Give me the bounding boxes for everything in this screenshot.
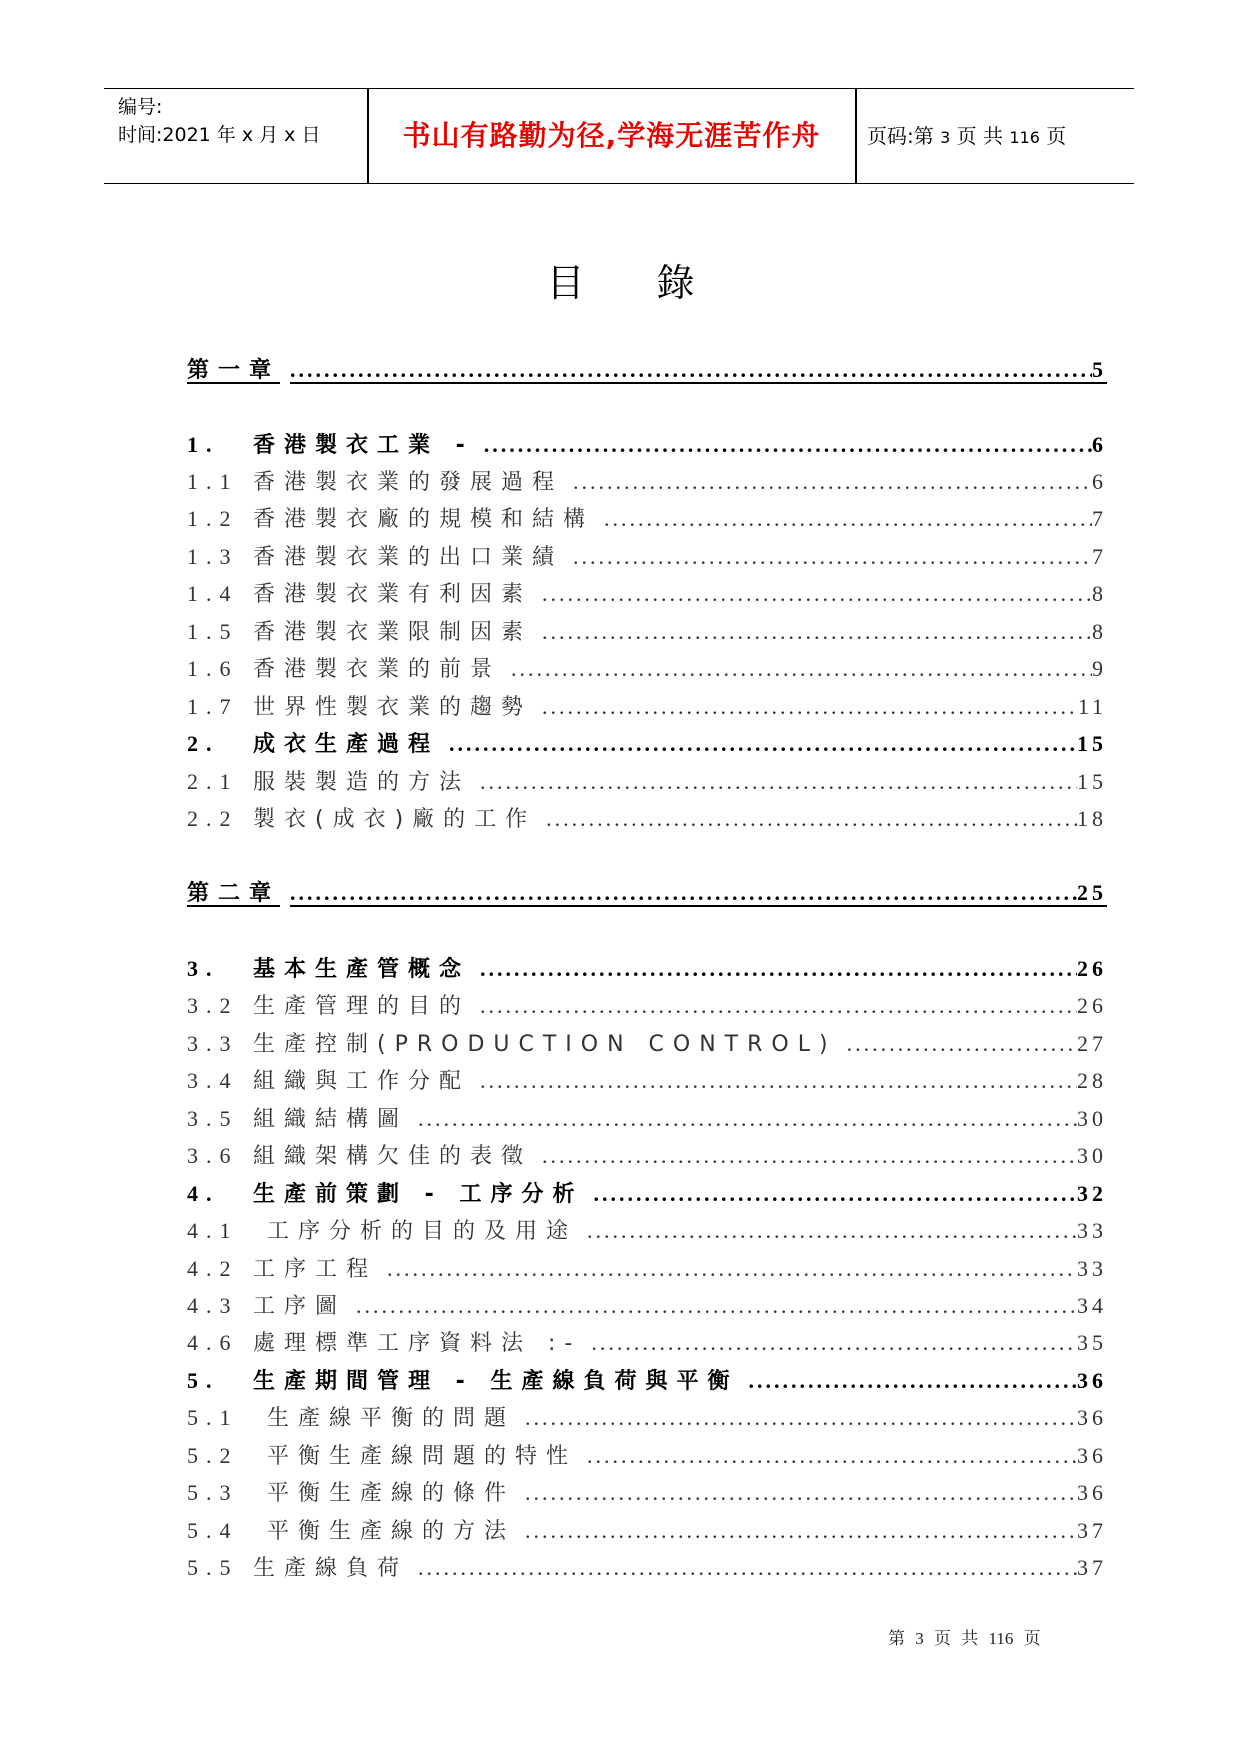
- toc-entry-1-5[interactable]: [187, 614, 1107, 650]
- toc-leader-dots: [474, 427, 1092, 463]
- toc-entry-page: 35: [1077, 1330, 1107, 1355]
- toc-leader-dots: [577, 1438, 1077, 1474]
- toc-entry-label: 服裝製造的方法: [253, 770, 471, 795]
- toc-entry-page: 36: [1077, 1443, 1107, 1468]
- toc-entry-label: 生產期間管理 - 生產線負荷與平衡: [253, 1369, 739, 1394]
- toc-entry-number: 5.1: [187, 1405, 239, 1430]
- toc-entry-number: 4.1: [187, 1218, 239, 1243]
- toc-entry-number: 5.2: [187, 1443, 239, 1468]
- toc-entry-label: 工序圖: [253, 1294, 347, 1319]
- document-code-label: 编号:: [118, 96, 163, 118]
- toc-entry-number: 3.3: [187, 1031, 239, 1056]
- toc-leader-dots: [470, 951, 1077, 987]
- toc-entry-number: 4.2: [187, 1256, 239, 1281]
- toc-chapter-2[interactable]: [187, 875, 1107, 911]
- toc-entry-5-2[interactable]: [187, 1438, 1107, 1474]
- toc-entry-4[interactable]: [187, 1176, 1107, 1212]
- toc-entry-label: 組織結構圖: [253, 1107, 409, 1132]
- toc-entry-page: 28: [1077, 1068, 1107, 1093]
- toc-leader-dots: [563, 539, 1092, 575]
- toc-entry-number: 1.3: [187, 544, 239, 569]
- toc-entry-number: 3.2: [187, 993, 239, 1018]
- toc-entry-3-6[interactable]: [187, 1138, 1107, 1174]
- toc-entry-1-2[interactable]: [187, 501, 1107, 537]
- toc-leader-dots: [470, 988, 1077, 1024]
- toc-leader-dots: [408, 1550, 1077, 1586]
- toc-entry-page: 6: [1092, 432, 1107, 457]
- toc-entry-4-2[interactable]: [187, 1251, 1107, 1287]
- page-number: 3: [940, 128, 951, 147]
- toc-entry-page: 36: [1077, 1480, 1107, 1505]
- header-meta: [118, 93, 320, 149]
- toc-leader-dots: [408, 1101, 1077, 1137]
- toc-entry-page: 8: [1092, 581, 1107, 606]
- page-prefix: 页码:第: [867, 124, 934, 148]
- toc-entry-page: 37: [1077, 1555, 1107, 1580]
- toc-entry-number: 3.4: [187, 1068, 239, 1093]
- page-header: [104, 88, 1134, 184]
- toc-entry-label: 香港製衣業的出口業績: [253, 545, 564, 570]
- toc-entry-page: 33: [1077, 1256, 1107, 1281]
- toc-entry-label: 平衡生產線的條件: [267, 1481, 516, 1506]
- toc-entry-page: 26: [1077, 956, 1107, 981]
- toc-entry-number: 3.: [187, 956, 220, 981]
- toc-entry-page: 27: [1077, 1031, 1107, 1056]
- toc-entry-number: 1.4: [187, 581, 239, 606]
- toc-entry-page: 36: [1077, 1368, 1107, 1393]
- toc-entry-5[interactable]: [187, 1363, 1107, 1399]
- toc-entry-label: 香港製衣廠的規模和結構: [253, 507, 595, 532]
- toc-entry-label: 生產控制(PRODUCTION CONTROL): [253, 1032, 837, 1057]
- toc-entry-number: 4.6: [187, 1330, 239, 1355]
- toc-entry-label: 生產管理的目的: [253, 994, 471, 1019]
- toc-entry-5-3[interactable]: [187, 1475, 1107, 1511]
- toc-entry-number: 1.1: [187, 469, 239, 494]
- toc-leader-dots: [532, 689, 1078, 725]
- toc-entry-2-2[interactable]: [187, 801, 1107, 837]
- header-divider: [855, 89, 857, 183]
- toc-entry-3-3[interactable]: [187, 1026, 1107, 1062]
- toc-entry-label: 第二章: [187, 881, 281, 906]
- toc-entry-3-5[interactable]: [187, 1101, 1107, 1137]
- toc-entry-4-1[interactable]: [187, 1213, 1107, 1249]
- toc-leader-dots: [377, 1251, 1077, 1287]
- toc-entry-page: 7: [1092, 544, 1107, 569]
- toc-leader-dots: [515, 1513, 1077, 1549]
- toc-entry-page: 37: [1077, 1518, 1107, 1543]
- toc-leader-dots: [583, 1176, 1077, 1212]
- toc-entry-page: 25: [1077, 880, 1107, 905]
- toc-entry-3-2[interactable]: [187, 988, 1107, 1024]
- toc-leader-dots: [439, 726, 1077, 762]
- toc-entry-page: 7: [1092, 506, 1107, 531]
- toc-entry-page: 30: [1077, 1106, 1107, 1131]
- toc-leader-dots: [532, 614, 1092, 650]
- toc-entry-3-4[interactable]: [187, 1063, 1107, 1099]
- toc-entry-label: 生產線負荷: [253, 1556, 409, 1581]
- toc-entry-number: 5.3: [187, 1480, 239, 1505]
- toc-entry-page: 9: [1092, 656, 1107, 681]
- toc-entry-3[interactable]: [187, 951, 1107, 987]
- toc-entry-label: 第一章: [187, 358, 281, 383]
- toc-entry-2[interactable]: [187, 726, 1107, 762]
- toc-entry-5-1[interactable]: [187, 1400, 1107, 1436]
- toc-entry-number: 2.2: [187, 806, 239, 831]
- toc-entry-1-3[interactable]: [187, 539, 1107, 575]
- toc-entry-label: 組織與工作分配: [253, 1069, 471, 1094]
- toc-entry-label: 處理標準工序資料法 :-: [253, 1331, 582, 1356]
- toc-leader-dots: [532, 1138, 1077, 1174]
- toc-entry-4-6[interactable]: [187, 1325, 1107, 1361]
- toc-entry-label: 製衣(成衣)廠的工作: [253, 807, 537, 832]
- toc-chapter-1[interactable]: [187, 352, 1107, 388]
- toc-entry-1-6[interactable]: [187, 651, 1107, 687]
- toc-entry-page: 26: [1077, 993, 1107, 1018]
- toc-leader-dots: [536, 801, 1077, 837]
- toc-entry-number: 4.: [187, 1181, 220, 1206]
- toc-entry-1-4[interactable]: [187, 576, 1107, 612]
- toc-entry-page: 11: [1077, 694, 1107, 719]
- toc-entry-number: 1.5: [187, 619, 239, 644]
- toc-entry-number: 1.: [187, 432, 220, 457]
- toc-leader-dots: [346, 1288, 1077, 1324]
- toc-entry-label: 組織架構欠佳的表徵: [253, 1144, 533, 1169]
- toc-leader-dots: [738, 1363, 1077, 1399]
- toc-entry-5-5[interactable]: [187, 1550, 1107, 1586]
- toc-entry-1[interactable]: [187, 427, 1107, 463]
- toc-entry-number: 5.: [187, 1368, 220, 1393]
- toc-entry-label: 生產線平衡的問題: [267, 1406, 516, 1431]
- toc-entry-page: 6: [1092, 469, 1107, 494]
- toc-leader-dots: [581, 1325, 1077, 1361]
- header-page-info: [867, 89, 1066, 183]
- toc-leader-dots: [515, 1400, 1077, 1436]
- toc-entry-2-1[interactable]: [187, 764, 1107, 800]
- toc-entry-label: 世界性製衣業的趨勢: [253, 695, 533, 720]
- toc-leader-dots: [594, 501, 1092, 537]
- toc-entry-number: 5.5: [187, 1555, 239, 1580]
- toc-entry-number: 2.: [187, 731, 220, 756]
- toc-entry-number: 5.4: [187, 1518, 239, 1543]
- toc-entry-label: 平衡生產線問題的特性: [267, 1444, 578, 1469]
- toc-leader-dots: [563, 464, 1092, 500]
- toc-leader-dots: [501, 651, 1092, 687]
- toc-entry-number: 1.7: [187, 694, 239, 719]
- toc-entry-label: 工序工程: [253, 1257, 378, 1282]
- toc-entry-page: 30: [1077, 1143, 1107, 1168]
- toc-entry-page: 15: [1077, 769, 1107, 794]
- toc-entry-number: 2.1: [187, 769, 239, 794]
- toc-entry-number: 4.3: [187, 1293, 239, 1318]
- toc-leader-dots: [515, 1475, 1077, 1511]
- toc-entry-page: 32: [1077, 1181, 1107, 1206]
- toc-leader-dots: [280, 352, 1092, 388]
- toc-entry-label: 成衣生產過程: [253, 732, 440, 757]
- toc-leader-dots: [470, 1063, 1077, 1099]
- toc-entry-page: 15: [1077, 731, 1107, 756]
- toc-entry-page: 8: [1092, 619, 1107, 644]
- toc-leader-dots: [837, 1026, 1077, 1062]
- page-mid: 页 共: [956, 124, 1004, 148]
- toc-entry-number: 3.6: [187, 1143, 239, 1168]
- toc-leader-dots: [280, 875, 1077, 911]
- page-footer: 第 3 页 共 116 页: [888, 1629, 1041, 1648]
- toc-entry-label: 平衡生產線的方法: [267, 1519, 516, 1544]
- toc-entry-label: 基本生產管概念: [253, 957, 471, 982]
- header-motto: 书山有路勤为径,学海无涯苦作舟: [402, 119, 821, 152]
- toc-entry-page: 33: [1077, 1218, 1107, 1243]
- toc-leader-dots: [532, 576, 1092, 612]
- toc-entry-number: 3.5: [187, 1106, 239, 1131]
- toc-entry-1-1[interactable]: [187, 464, 1107, 500]
- toc-leader-dots: [577, 1213, 1077, 1249]
- toc-entry-label: 生產前策劃 - 工序分析: [253, 1182, 584, 1207]
- toc-entry-number: 1.2: [187, 506, 239, 531]
- toc-entry-number: 1.6: [187, 656, 239, 681]
- toc-leader-dots: [470, 764, 1077, 800]
- toc-entry-label: 香港製衣業限制因素: [253, 620, 533, 645]
- toc-entry-label: 工序分析的目的及用途: [267, 1219, 578, 1244]
- page-suffix: 页: [1046, 124, 1067, 148]
- toc-entry-page: 34: [1077, 1293, 1107, 1318]
- document-time-label: 时间:2021 年 x 月 x 日: [118, 124, 321, 146]
- page-total: 116: [1009, 128, 1040, 147]
- toc-entry-1-7[interactable]: [187, 689, 1107, 725]
- toc-entry-label: 香港製衣工業 -: [253, 433, 474, 458]
- toc-entry-label: 香港製衣業的前景: [253, 657, 502, 682]
- toc-entry-5-4[interactable]: [187, 1513, 1107, 1549]
- toc-entry-label: 香港製衣業有利因素: [253, 582, 533, 607]
- toc-entry-page: 36: [1077, 1405, 1107, 1430]
- toc-entry-label: 香港製衣業的發展過程: [253, 470, 564, 495]
- toc-title: 目 錄: [546, 261, 695, 305]
- toc-entry-page: 5: [1092, 357, 1107, 382]
- toc-entry-4-3[interactable]: [187, 1288, 1107, 1324]
- toc-entry-page: 18: [1077, 806, 1107, 831]
